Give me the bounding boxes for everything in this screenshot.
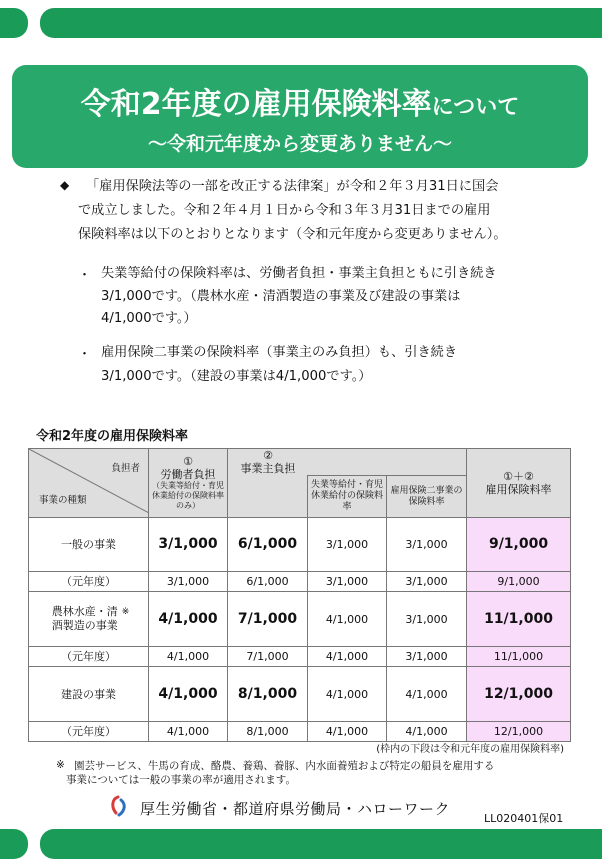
rate-employer: 8/1,000 — [228, 667, 308, 722]
table-row — [29, 667, 571, 722]
prev-employer: 6/1,000 — [228, 572, 308, 592]
prev-employer-benefit: 3/1,000 — [308, 572, 387, 592]
top-left-bar — [0, 8, 28, 38]
footnote-line-1: 園芸サービス、牛馬の育成、酪農、養鶏、養豚、内水面養殖および特定の船員を雇用する — [74, 760, 495, 772]
col1-num: ① — [183, 455, 193, 468]
prev-total: 9/1,000 — [467, 572, 571, 592]
footnote-line-2: 事業については一般の事業の率が適用されます。 — [66, 774, 296, 786]
header-corner-cell — [29, 449, 149, 518]
rate-employer-benefit: 4/1,000 — [308, 592, 387, 647]
rate-worker: 4/1,000 — [149, 667, 228, 722]
prev-worker: 4/1,000 — [149, 647, 228, 667]
rate-worker: 3/1,000 — [149, 518, 228, 572]
col2-num: ② — [263, 449, 273, 462]
prev-employer-two: 3/1,000 — [387, 647, 467, 667]
prev-employer-benefit: 4/1,000 — [308, 647, 387, 667]
intro-line-3: 保険料率は以下のとおりとなります（令和元年度から変更ありません）。 — [78, 227, 507, 242]
header-col2b: 雇用保険二事業の保険料率 — [387, 476, 467, 518]
prev-total: 12/1,000 — [467, 722, 571, 742]
rate-employer-two: 3/1,000 — [387, 592, 467, 647]
rate-employer: 7/1,000 — [228, 592, 308, 647]
bottom-left-bar — [0, 829, 28, 859]
note-mark: ※ — [121, 607, 130, 617]
prev-total: 11/1,000 — [467, 647, 571, 667]
table-row-prev — [29, 572, 571, 592]
bottom-right-bar — [40, 829, 602, 859]
intro-line-1: 「雇用保険法等の一部を改正する法律案」が令和２年３月31日に国会 — [86, 179, 499, 194]
row-type: 一般の事業 — [29, 518, 149, 572]
prev-label: （元年度） — [29, 647, 149, 667]
point-1-line-1: 失業等給付の保険料率は、労働者負担・事業主負担ともに引き続き — [101, 266, 497, 281]
ministry-logo-icon — [107, 795, 129, 817]
point-1-line-2: 3/1,000です。（農林水産・清酒製造の事業及び建設の事業は — [101, 289, 461, 304]
point-2-bullet: ・ — [78, 347, 92, 362]
diamond-bullet-icon: ◆ — [60, 178, 70, 192]
prev-worker: 4/1,000 — [149, 722, 228, 742]
prev-employer: 8/1,000 — [228, 722, 308, 742]
col3-label: 雇用保険料率 — [485, 483, 552, 496]
prev-employer-two: 3/1,000 — [387, 572, 467, 592]
col2-label: 事業主負担 — [240, 462, 296, 475]
prev-employer-benefit: 4/1,000 — [308, 722, 387, 742]
burden-label: 負担者 — [111, 463, 140, 474]
type-label: 事業の種類 — [39, 495, 87, 506]
point-2-line-2: 3/1,000です。（建設の事業は4/1,000です。） — [101, 369, 372, 384]
rate-total: 11/1,000 — [467, 592, 571, 647]
col3-num: ①＋② — [503, 470, 534, 483]
col1-label: 労働者負担 — [160, 468, 216, 481]
intro-line-2: で成立しました。令和２年４月１日から令和３年３月31日までの雇用 — [78, 203, 491, 218]
header-employer-spacer — [228, 476, 308, 518]
rate-employer-two: 4/1,000 — [387, 667, 467, 722]
table-row-prev — [29, 722, 571, 742]
row-type: 農林水産・清酒製造の事業 — [51, 605, 118, 632]
organization-name: 厚生労働省・都道府県労働局・ハローワーク — [140, 800, 451, 818]
title-suffix: について — [431, 95, 520, 120]
footnote — [66, 759, 494, 787]
rate-employer-benefit: 3/1,000 — [308, 518, 387, 572]
header-worker — [149, 449, 228, 518]
table-row-prev — [29, 647, 571, 667]
top-right-bar — [40, 8, 602, 38]
prev-label: （元年度） — [29, 722, 149, 742]
prev-employer: 7/1,000 — [228, 647, 308, 667]
page-title — [12, 79, 588, 123]
header-row — [29, 449, 571, 476]
rate-total: 12/1,000 — [467, 667, 571, 722]
row-type-cell — [29, 592, 149, 647]
point-1-line-3: 4/1,000です。） — [101, 311, 197, 326]
header-employer — [228, 449, 467, 476]
row-type: 建設の事業 — [29, 667, 149, 722]
point-1-bullet: ・ — [78, 268, 92, 283]
rate-employer: 6/1,000 — [228, 518, 308, 572]
table-row — [29, 592, 571, 647]
prev-label: （元年度） — [29, 572, 149, 592]
rates-table — [28, 448, 571, 742]
header-col2a: 失業等給付・育児休業給付の保険料率 — [308, 476, 387, 518]
rate-employer-benefit: 4/1,000 — [308, 667, 387, 722]
footnote-mark: ※ — [56, 759, 65, 771]
col1-note: （失業等給付・育児休業給付の保険料率のみ） — [152, 481, 224, 510]
rate-total: 9/1,000 — [467, 518, 571, 572]
prev-worker: 3/1,000 — [149, 572, 228, 592]
title-banner — [12, 65, 588, 168]
prev-employer-two: 4/1,000 — [387, 722, 467, 742]
rate-employer-two: 3/1,000 — [387, 518, 467, 572]
point-2-line-1: 雇用保険二事業の保険料率（事業主のみ負担）も、引き続き — [101, 345, 458, 360]
table-row — [29, 518, 571, 572]
table-note: (枠内の下段は令和元年度の雇用保険料率) — [376, 744, 564, 755]
rate-worker: 4/1,000 — [149, 592, 228, 647]
title-main-text: 令和2年度の雇用保険料率 — [80, 87, 432, 122]
header-total — [467, 449, 571, 518]
page-subtitle: ～令和元年度から変更ありません～ — [147, 133, 452, 155]
document-code: LL020401保01 — [484, 812, 564, 825]
table-title: 令和2年度の雇用保険料率 — [36, 429, 189, 444]
